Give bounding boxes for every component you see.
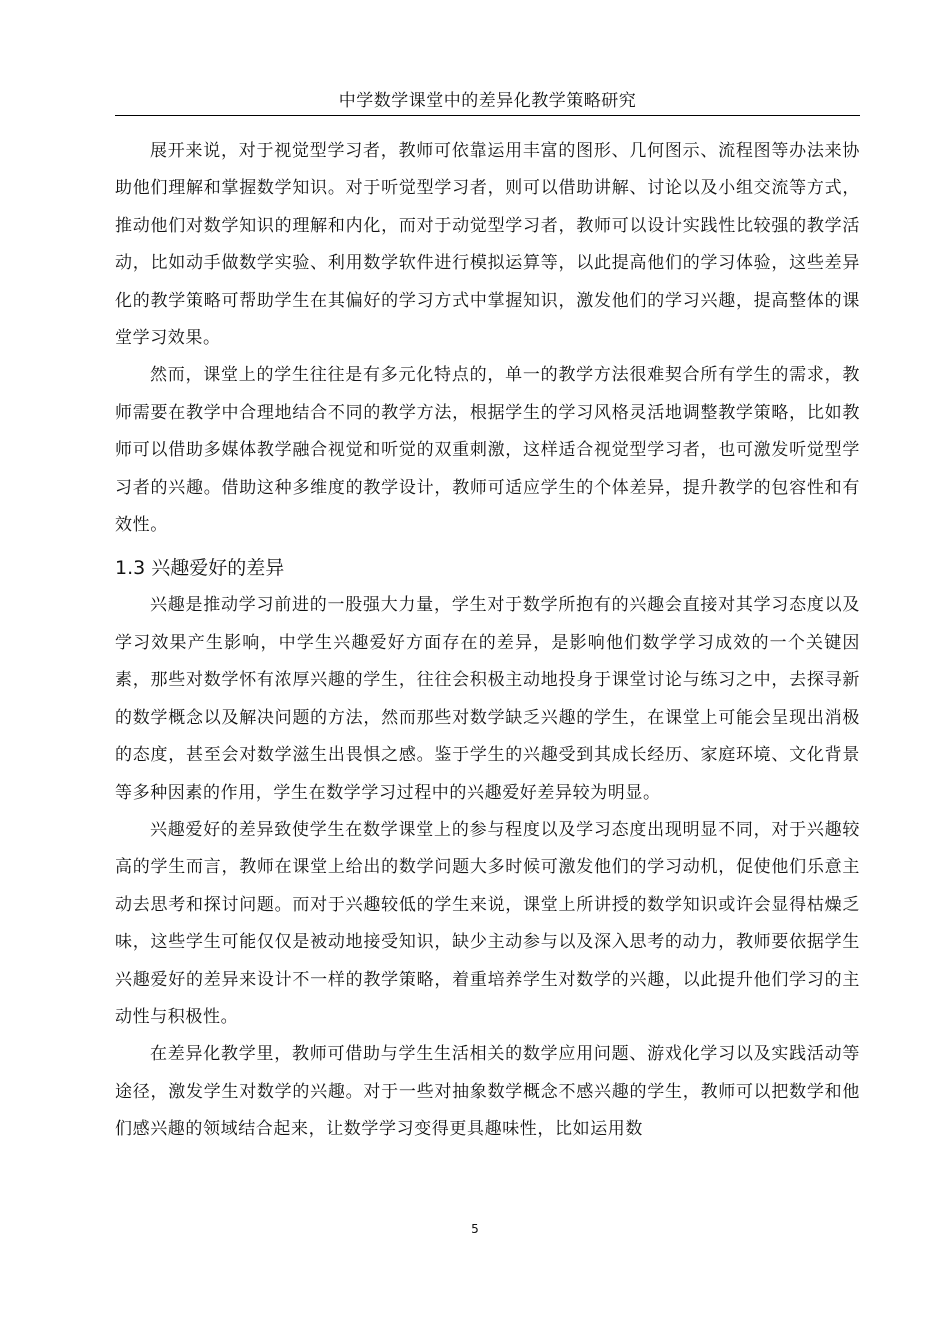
section-heading: 1.3 兴趣爱好的差异 xyxy=(115,557,285,580)
page-number: 5 xyxy=(471,1222,479,1236)
paragraph: 在差异化教学里，教师可借助与学生生活相关的数学应用问题、游戏化学习以及实践活动等途径，激发学生对数学的兴趣。对于一些对抽象数学概念不感兴趣的学生，教师可以把数学和他们感兴趣的领域结合起来，让数学学习变得更具趣味性，比如运用数 xyxy=(115,1044,860,1140)
header-rule xyxy=(115,115,860,116)
paragraph: 展开来说，对于视觉型学习者，教师可依靠运用丰富的图形、几何图示、流程图等办法来协助他们理解和掌握数学知识。对于听觉型学习者，则可以借助讲解、讨论以及小组交流等方式，推动他们对数学知识的理解和内化，而对于动觉型学习者，教师可以设计实践性比较强的教学活动，比如动手做数学实验、利用数学软件进行模拟运算等，以此提高他们的学习体验，这些差异化的教学策略可帮助学生在其偏好的学习方式中掌握知识，激发他们的学习兴趣，提高整体的课堂学习效果。 xyxy=(115,141,860,349)
running-header: 中学数学课堂中的差异化教学策略研究 xyxy=(338,91,637,111)
paragraph: 然而，课堂上的学生往往是有多元化特点的，单一的教学方法很难契合所有学生的需求，教师需要在教学中合理地结合不同的教学方法，根据学生的学习风格灵活地调整教学策略，比如教师可以借助多媒体教学融合视觉和听觉的双重刺激，这样适合视觉型学习者，也可激发听觉型学习者的兴趣。借助这种多维度的教学设计，教师可适应学生的个体差异，提升教学的包容性和有效性。 xyxy=(115,365,860,536)
body-text xyxy=(115,133,860,1149)
paragraph: 兴趣爱好的差异致使学生在数学课堂上的参与程度以及学习态度出现明显不同，对于兴趣较高的学生而言，教师在课堂上给出的数学问题大多时候可激发他们的学习动机，促使他们乐意主动去思考和探讨问题。而对于兴趣较低的学生来说，课堂上所讲授的数学知识或许会显得枯燥乏味，这些学生可能仅仅是被动地接受知识，缺少主动参与以及深入思考的动力，教师要依据学生兴趣爱好的差异来设计不一样的教学策略，着重培养学生对数学的兴趣，以此提升他们学习的主动性与积极性。 xyxy=(115,819,860,1027)
paragraph: 兴趣是推动学习前进的一股强大力量，学生对于数学所抱有的兴趣会直接对其学习态度以及学习效果产生影响，中学生兴趣爱好方面存在的差异，是影响他们数学学习成效的一个关键因素，那些对数学怀有浓厚兴趣的学生，往往会积极主动地投身于课堂讨论与练习之中，去探寻新的数学概念以及解决问题的方法，然而那些对数学缺乏兴趣的学生，在课堂上可能会呈现出消极的态度，甚至会对数学滋生出畏惧之感。鉴于学生的兴趣受到其成长经历、家庭环境、文化背景等多种因素的作用，学生在数学学习过程中的兴趣爱好差异较为明显。 xyxy=(115,595,860,803)
